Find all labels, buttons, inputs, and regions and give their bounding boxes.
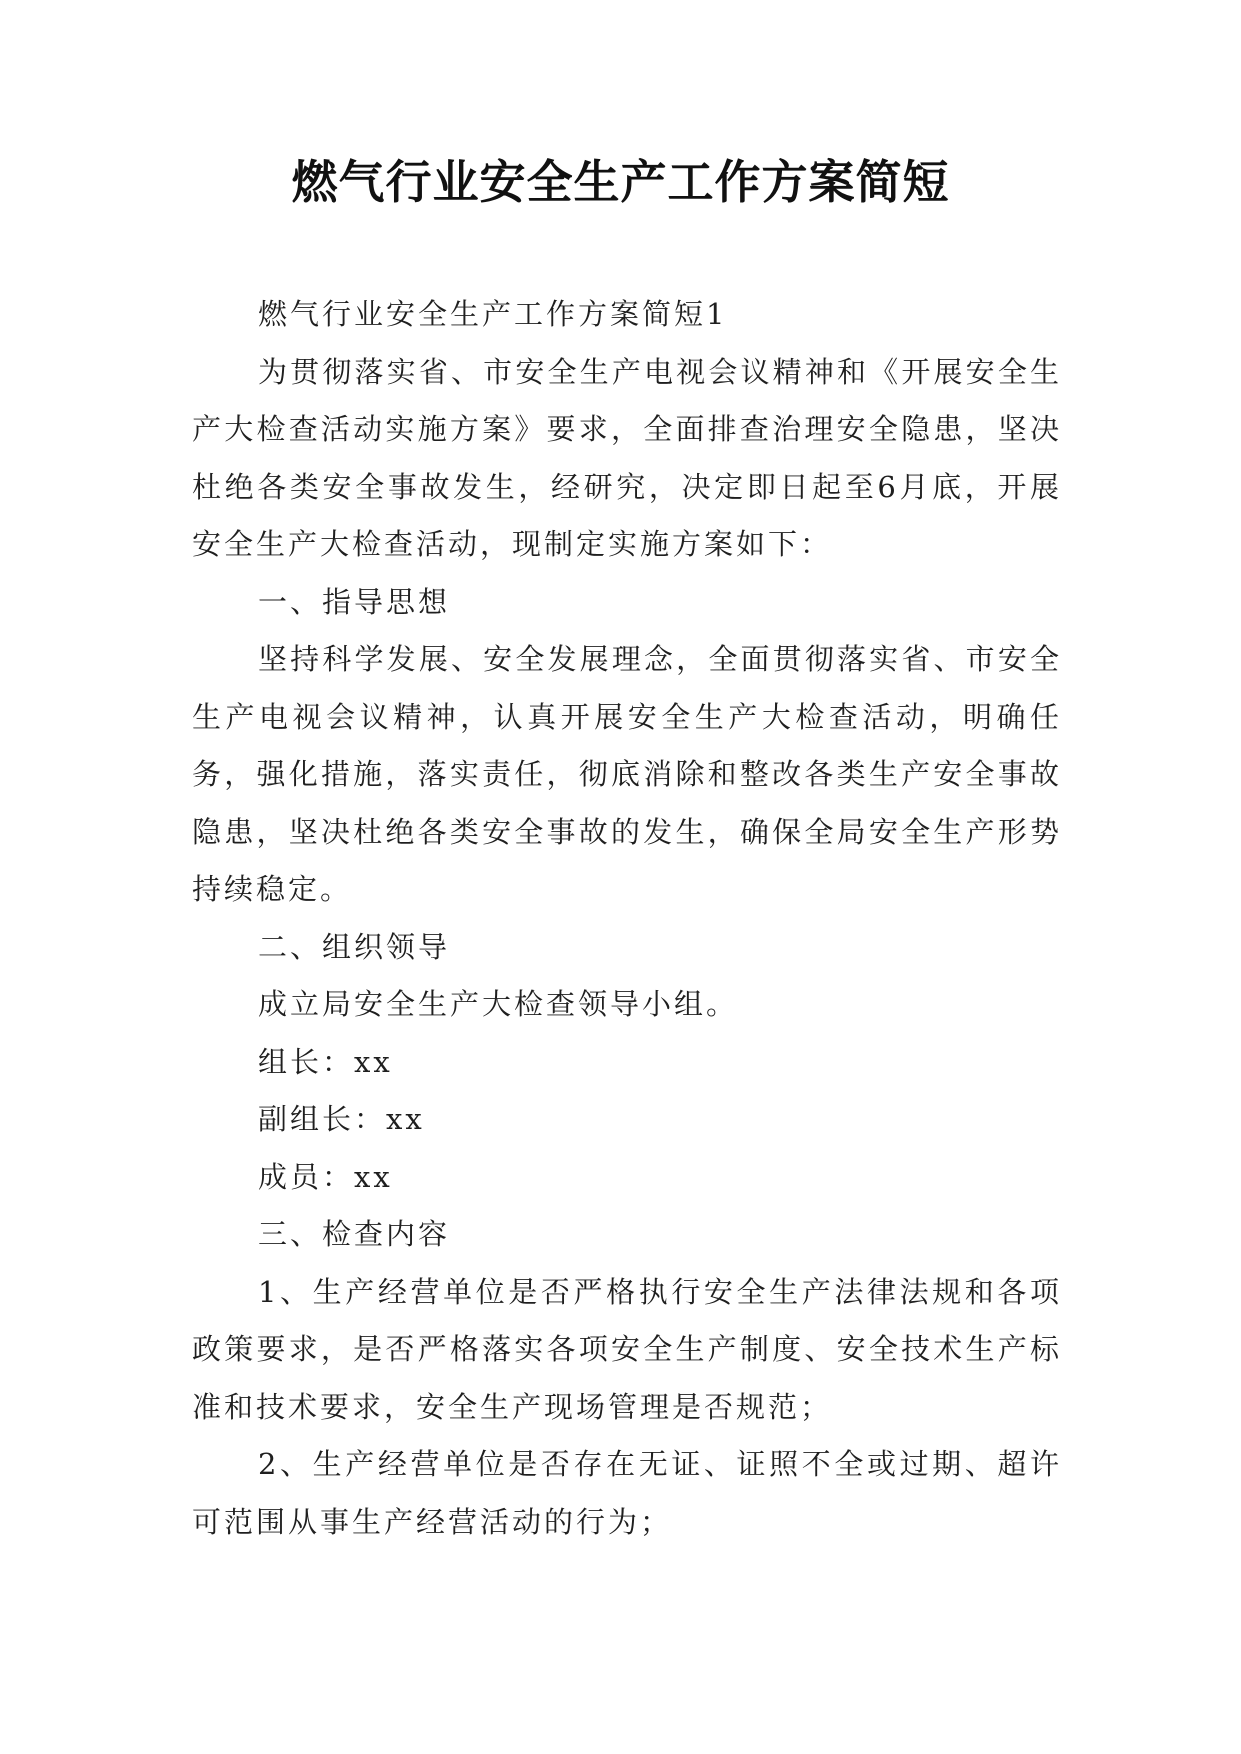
section-heading-inspection-content: 三、检查内容 <box>258 1217 451 1251</box>
intro-paragraph: 为贯彻落实省、市安全生产电视会议精神和《开展安全生产大检查活动实施方案》要求，全面排查治理安全隐患，坚决杜绝各类安全事故发生，经研究，决定即日起至6月底，开展安全生产大检查活动，现制定实施方案如下： <box>192 354 1062 561</box>
document-body <box>192 286 1062 1551</box>
inspection-item-2: 2、生产经营单位是否存在无证、证照不全或过期、超许可范围从事生产经营活动的行为； <box>192 1447 1062 1539</box>
document-title: 燃气行业安全生产工作方案简短 <box>291 155 950 209</box>
subtitle-paragraph: 燃气行业安全生产工作方案简短1 <box>258 297 728 331</box>
organization-paragraph: 成立局安全生产大检查领导小组。 <box>258 987 739 1021</box>
section-heading-organization: 二、组织领导 <box>258 929 451 964</box>
inspection-item-1: 1、生产经营单位是否严格执行安全生产法律法规和各项政策要求，是否严格落实各项安全生产制度、安全技术生产标准和技术要求，安全生产现场管理是否规范； <box>192 1274 1062 1424</box>
team-leader-line: 组长：xx <box>258 1044 393 1079</box>
deputy-leader-line: 副组长：xx <box>258 1102 425 1136</box>
section-heading-guiding-ideology: 一、指导思想 <box>258 584 451 619</box>
guiding-ideology-paragraph: 坚持科学发展、安全发展理念，全面贯彻落实省、市安全生产电视会议精神，认真开展安全生产大检查活动，明确任务，强化措施，落实责任，彻底消除和整改各类生产安全事故隐患，坚决杜绝各类安全事故的发生，确保全局安全生产形势持续稳定。 <box>192 642 1062 906</box>
members-line: 成员：xx <box>258 1159 393 1194</box>
